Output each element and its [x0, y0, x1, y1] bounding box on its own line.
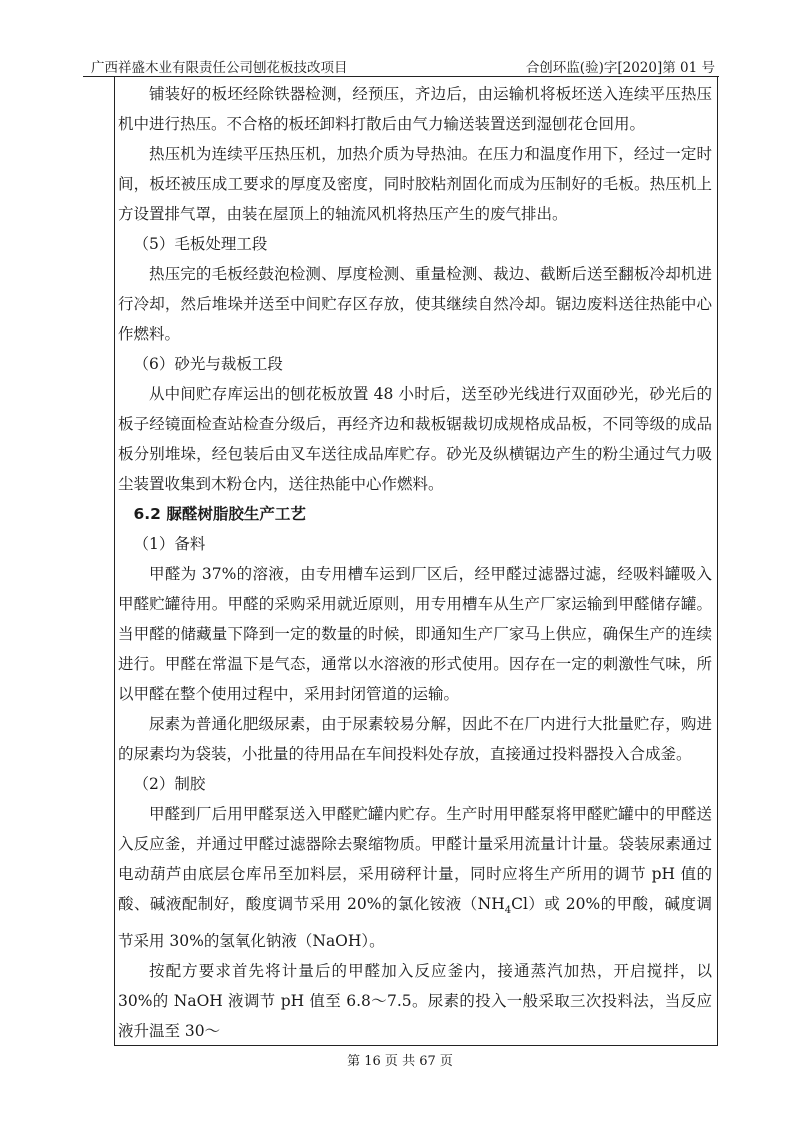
subheading-glue-making: （2）制胶	[133, 775, 206, 793]
document-body	[118, 79, 712, 1046]
paragraph-urea: 尿素为普通化肥级尿素，由于尿素较易分解，因此不在厂内进行大批量贮存，购进的尿素均为袋装，小批量的待用品在车间投料处存放，直接通过投料器投入合成釜。	[118, 715, 712, 763]
subheading-sanding: （6）砂光与裁板工段	[133, 355, 283, 373]
page-header	[83, 54, 719, 77]
paragraph-formaldehyde: 甲醛为 37%的溶液，由专用槽车运到厂区后，经甲醛过滤器过滤，经吸料罐吸入甲醛贮罐待用。甲醛的采购采用就近原则，用专用槽车从生产厂家运输到甲醛储存罐。当甲醛的储藏量下降到一定的数量的时候，即通知生产厂家马上供应，确保生产的连续进行。甲醛在常温下是气态，通常以水溶液的形式使用。因存在一定的刺激性气味，所以甲醛在整个使用过程中，采用封闭管道的运输。	[118, 565, 712, 703]
paragraph-glue-process: 甲醛到厂后用甲醛泵送入甲醛贮罐内贮存。生产时用甲醛泵将甲醛贮罐中的甲醛送入反应釜，并通过甲醛过滤器除去聚缩物质。甲醛计量采用流量计计量。袋装尿素通过电动葫芦由底层仓库吊至加料层，采用磅秤计量，同时应将生产所用的调节 pH 值的酸、碱液配制好，酸度调节采用 20%的氯化铵液$(NH_4Cl)$或 20%的甲酸，碱度调节采用 30%的氢氧化钠液（NaOH）。	[118, 805, 712, 951]
subheading-rough-board: （5）毛板处理工段	[133, 235, 268, 253]
paragraph-formula: 按配方要求首先将计量后的甲醛加入反应釜内，接通蒸汽加热，开启搅拌，以 30%的 NaOH 液调节 pH 值至 6.8～7.5。尿素的投入一般采取三次投料法，当反应液升温至 30～	[118, 962, 712, 1041]
paragraph-hot-press-feed: 铺装好的板坯经除铁器检测，经预压，齐边后，由运输机将板坯送入连续平压热压机中进行热压。不合格的板坯卸料打散后由气力输送装置送到湿刨花仓回用。	[118, 85, 712, 133]
section-heading-resin: 6.2 脲醛树脂胶生产工艺	[133, 505, 306, 523]
paragraph-hot-press-machine: 热压机为连续平压热压机，加热介质为导热油。在压力和温度作用下，经过一定时间，板坯被压成工要求的厚度及密度，同时胶粘剂固化而成为压制好的毛板。热压机上方设置排气罩，由装在屋顶上的轴流风机将热压产生的废气排出。	[118, 145, 712, 223]
subheading-materials: （1）备料	[133, 535, 206, 553]
header-document-number: 合创环监(验)字[2020]第 01 号	[525, 60, 715, 76]
header-project-name: 广西祥盛木业有限责任公司刨花板技改项目	[91, 60, 348, 76]
paragraph-rough-board: 热压完的毛板经鼓泡检测、厚度检测、重量检测、裁边、截断后送至翻板冷却机进行冷却，然后堆垛并送至中间贮存区存放，使其继续自然冷却。锯边废料送往热能中心作燃料。	[118, 265, 712, 343]
page-footer: 第 16 页 共 67 页	[347, 1054, 453, 1069]
paragraph-sanding: 从中间贮存库运出的刨花板放置 48 小时后，送至砂光线进行双面砂光，砂光后的板子经镜面检查站检查分级后，再经齐边和裁板锯裁切成规格成品板，不同等级的成品板分别堆垛，经包装后由叉车送往成品库贮存。砂光及纵横锯边产生的粉尘通过气力吸尘装置收集到木粉仓内，送往热能中心作燃料。	[118, 385, 712, 493]
